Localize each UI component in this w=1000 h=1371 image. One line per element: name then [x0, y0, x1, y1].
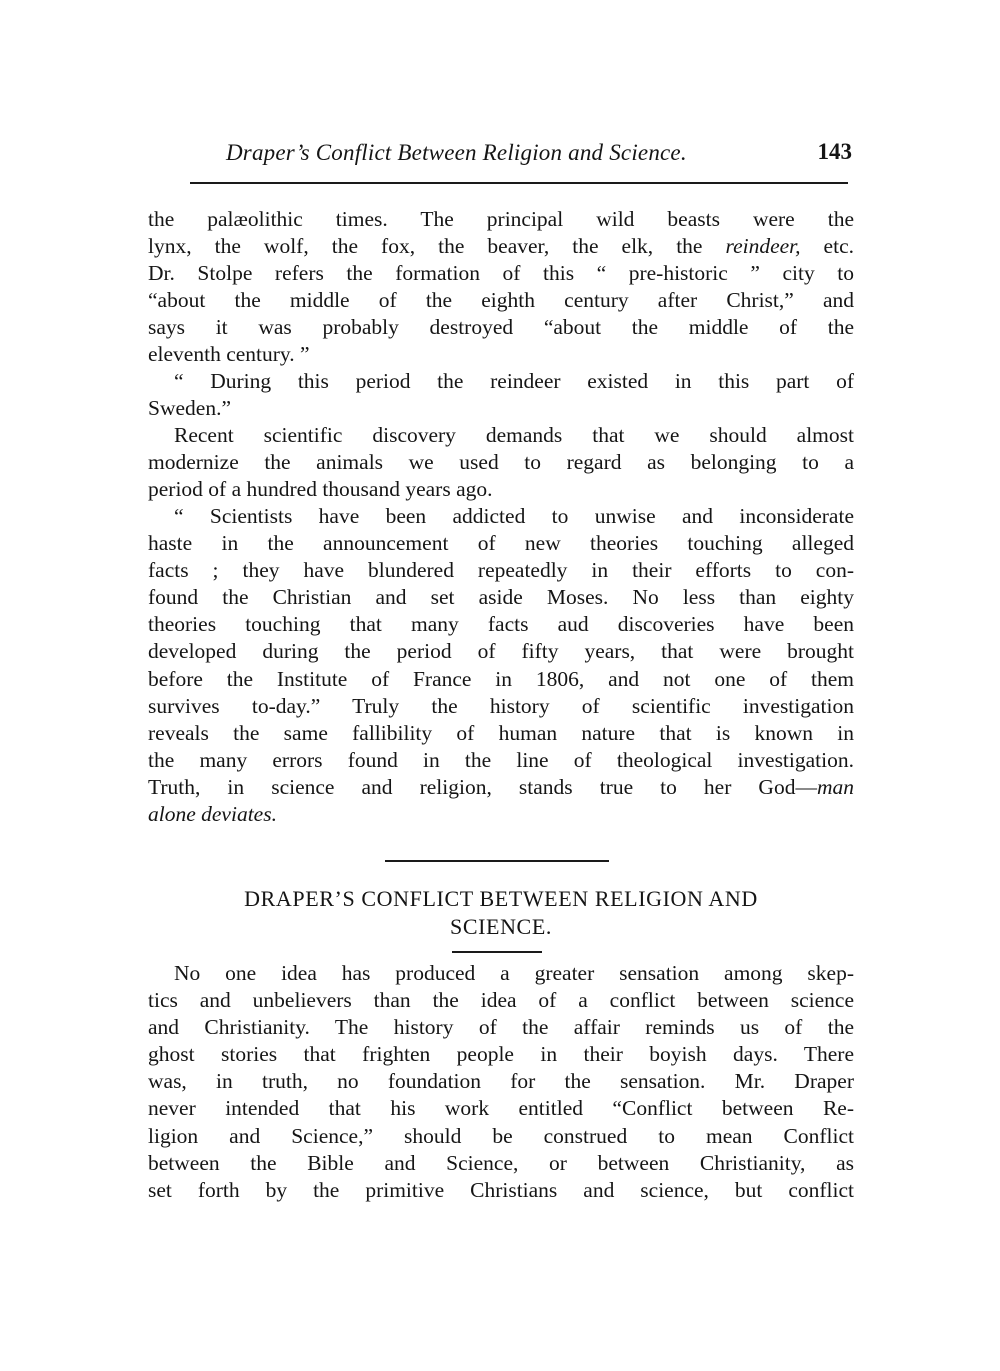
text-run: Truth, in science and religion, stands true to her God—: [148, 774, 817, 799]
header-rule: [190, 182, 848, 184]
text-line: survives to-day.” Truly the history of scientific investigation: [148, 693, 854, 718]
text-line: the many errors found in the line of theological investigation.: [148, 747, 854, 772]
page-number: 143: [817, 139, 852, 164]
text-line: the palæolithic times. The principal wild beasts were the: [148, 207, 854, 231]
text-line: and Christianity. The history of the affair reminds us of the: [148, 1015, 854, 1040]
text-line: between the Bible and Science, or between Christianity, as: [148, 1150, 854, 1175]
italic-text: reindeer,: [725, 234, 801, 259]
paragraph-2: [148, 368, 854, 422]
italic-text: man: [816, 774, 854, 799]
text-line: eleventh century. ”: [148, 342, 310, 367]
text-run: etc.: [800, 234, 854, 259]
paragraph-4: [148, 503, 854, 828]
text-line: period of a hundred thousand years ago.: [148, 477, 493, 502]
italic-text: alone deviates.: [148, 802, 277, 827]
heading-line: SCIENCE.: [450, 914, 552, 939]
text-line: before the Institute of France in 1806, and not one of them: [148, 666, 854, 691]
text-line: never intended that his work entitled “Conflict between Re-: [148, 1096, 854, 1121]
text-line: No one idea has produced a greater sensation among skep-: [174, 961, 854, 985]
heading-underline: [452, 951, 542, 953]
text-line: ghost stories that frighten people in their boyish days. There: [148, 1042, 854, 1067]
text-line: Dr. Stolpe refers the formation of this “ pre-historic ” city to: [148, 261, 854, 286]
text-line: ligion and Science,” should be construed to mean Conflict: [148, 1123, 854, 1148]
running-title: Draper’s Conflict Between Religion and Science.: [226, 140, 687, 165]
section-heading: [148, 885, 854, 941]
text-line: Recent scientific discovery demands that we should almost: [174, 423, 854, 447]
paragraph-3: [148, 422, 854, 503]
text-line: “ Scientists have been addicted to unwise and inconsiderate: [174, 504, 854, 528]
text-line: was, in truth, no foundation for the sensation. Mr. Draper: [148, 1069, 854, 1094]
text-line: set forth by the primitive Christians and science, but conflict: [148, 1177, 854, 1202]
text-line: says it was probably destroyed “about the middle of the: [148, 315, 854, 340]
text-line: [148, 801, 854, 828]
text-line: tics and unbelievers than the idea of a conflict between science: [148, 988, 854, 1013]
text-line: modernize the animals we used to regard as belonging to a: [148, 450, 854, 475]
heading-line: DRAPER’S CONFLICT BETWEEN RELIGION AND: [244, 886, 758, 911]
text-line: haste in the announcement of new theories touching alleged: [148, 531, 854, 556]
text-line: [148, 774, 854, 801]
section-divider: [385, 860, 609, 862]
running-head: [150, 136, 852, 172]
text-run: lynx, the wolf, the fox, the beaver, the elk, the: [148, 234, 726, 259]
text-line: reveals the same fallibility of human nature that is known in: [148, 720, 854, 745]
paragraph-1: [148, 206, 854, 369]
paragraph-5: [148, 960, 854, 1204]
text-line: theories touching that many facts aud discoveries have been: [148, 612, 854, 637]
text-line: “ During this period the reindeer existed in this part of: [174, 369, 854, 393]
text-line: “about the middle of the eighth century after Christ,” and: [148, 288, 854, 313]
text-line: Sweden.”: [148, 396, 231, 421]
text-line: [148, 233, 854, 260]
text-line: developed during the period of fifty years, that were brought: [148, 639, 854, 664]
text-line: facts ; they have blundered repeatedly in their efforts to con-: [148, 558, 854, 583]
text-line: found the Christian and set aside Moses. No less than eighty: [148, 585, 854, 610]
